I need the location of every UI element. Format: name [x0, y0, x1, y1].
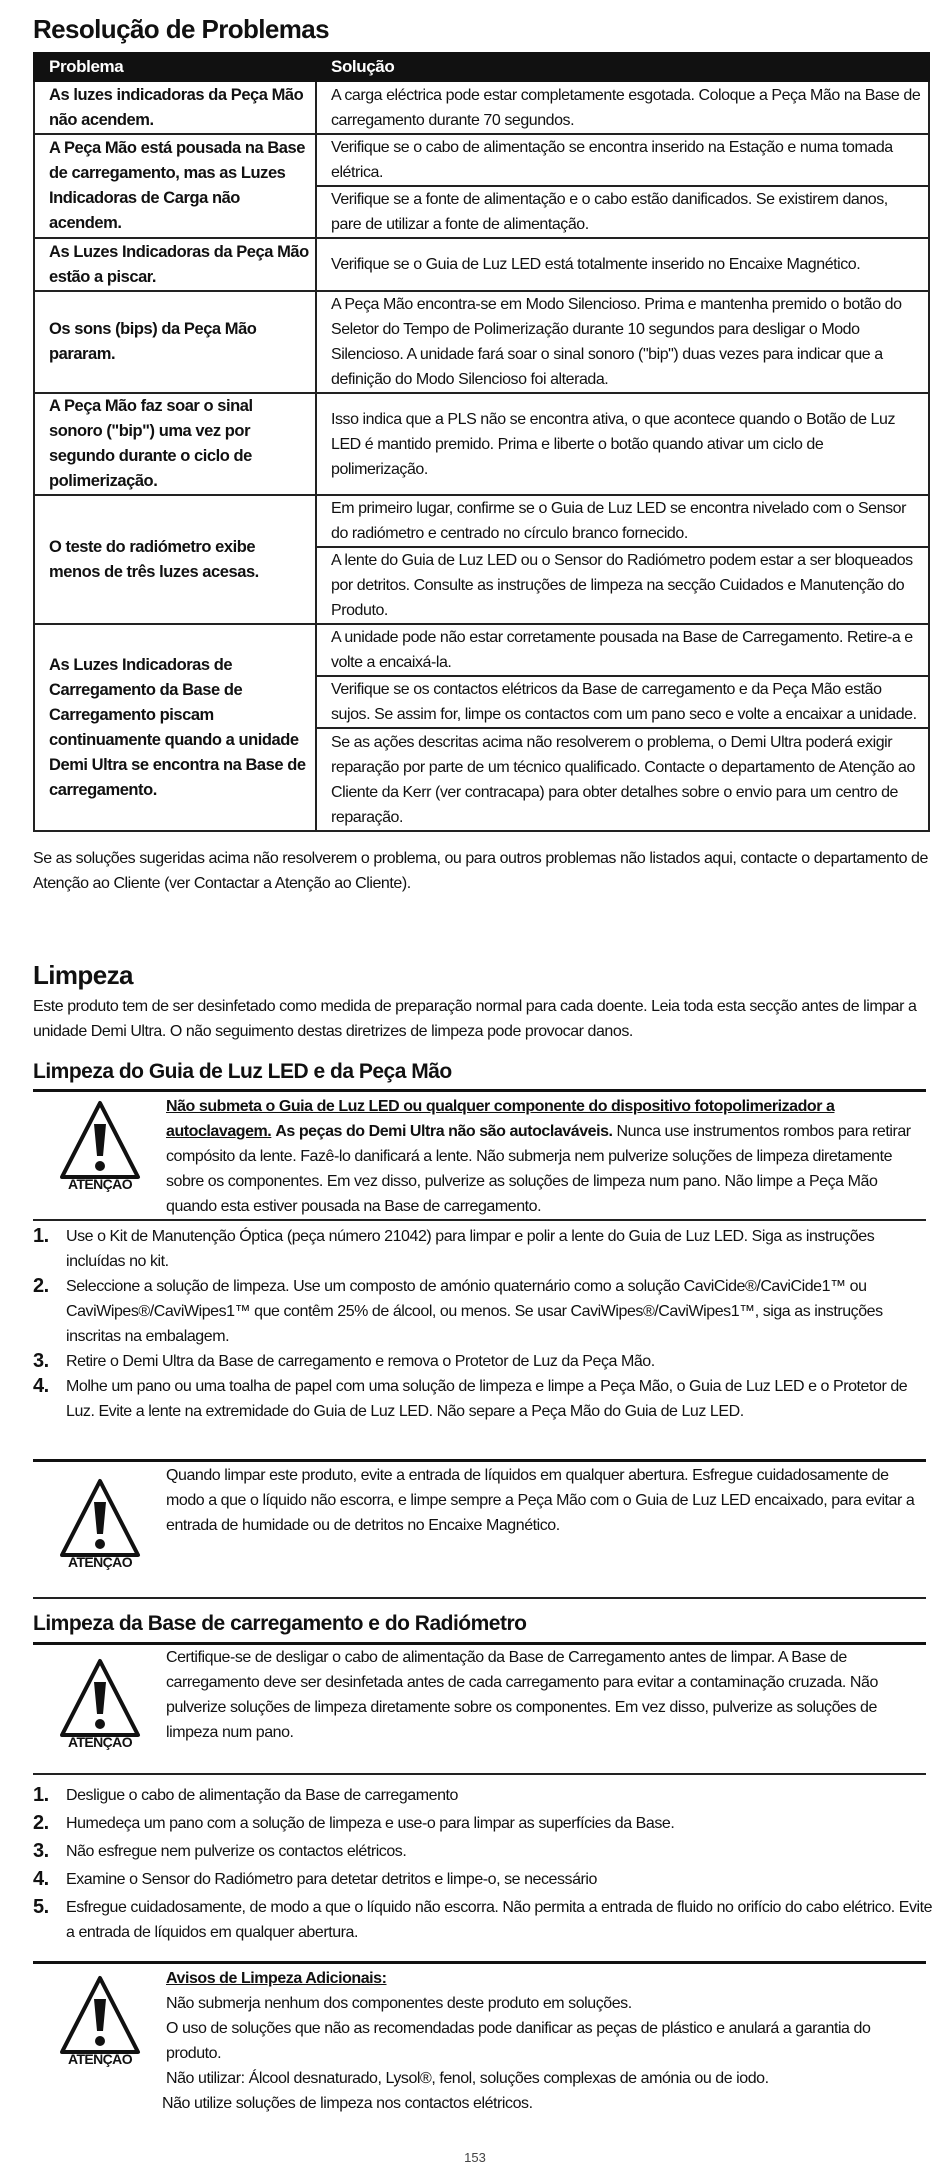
- step-number: 3.: [33, 1840, 49, 1862]
- warning-block: [40, 1478, 160, 1570]
- warning-label: ATENÇÃO: [68, 1176, 132, 1192]
- lightguide-steps: [33, 1224, 933, 1424]
- table-row: [34, 134, 929, 186]
- step-number: 2.: [33, 1812, 49, 1834]
- list-item: [33, 1274, 933, 1349]
- step-number: 2.: [33, 1275, 49, 1297]
- list-item: [33, 1224, 933, 1274]
- table-row: [34, 393, 929, 495]
- section-rule: [33, 1597, 926, 1599]
- troubleshooting-table: [33, 52, 930, 832]
- warning-triangle-icon: [59, 1100, 141, 1180]
- warning-label: ATENÇÃO: [68, 1734, 132, 1750]
- step-text: Humedeça um pano com a solução de limpeza e use-o para limpar as superfícies da Base.: [66, 1815, 675, 1832]
- warning-text: Certifique-se de desligar o cabo de alimentação da Base de Carregamento antes de limpar. A Base de carregamento deve ser desinfetada antes de cada carregamento para evitar a contaminação cruzada. Não pulverize soluções de limpeza diretamente sobre os componentes. Em vez disso, pulverize as soluções de limpeza num pano.: [166, 1649, 878, 1741]
- problem-cell: A Peça Mão faz soar o sinal sonoro ("bip") uma vez por segundo durante o ciclo de polimerização.: [34, 393, 316, 495]
- problem-cell: Os sons (bips) da Peça Mão pararam.: [34, 291, 316, 393]
- table-row: [34, 238, 929, 291]
- warning-block: [40, 1100, 160, 1192]
- list-item: [33, 1867, 933, 1892]
- step-number: 5.: [33, 1896, 49, 1918]
- solution-cell: Verifique se o cabo de alimentação se encontra inserido na Estação e numa tomada elétrica.: [316, 134, 929, 186]
- list-item: [33, 1374, 933, 1424]
- solution-cell: Verifique se o Guia de Luz LED está totalmente inserido no Encaixe Magnético.: [316, 238, 929, 291]
- section-rule: [33, 1961, 926, 1964]
- problem-cell: As luzes indicadoras da Peça Mão não acendem.: [34, 81, 316, 134]
- list-item: [33, 1349, 933, 1374]
- table-row: [34, 624, 929, 676]
- header-solution: Solução: [316, 53, 929, 81]
- list-item: [33, 1839, 933, 1864]
- additional-line: O uso de soluções que não as recomendadas pode danificar as peças de plástico e anulará a garantia do produto.: [166, 2020, 871, 2062]
- cleaning-title: Limpeza: [33, 960, 133, 990]
- warning-triangle-icon: [59, 1478, 141, 1558]
- step-number: 3.: [33, 1350, 49, 1372]
- warning-rest: Nunca use instrumentos rombos para retirar compósito da lente. Fazê-lo danificará a lente. Não submerja nem pulverize soluções de limpeza diretamente sobre os componentes. Em vez disso, pulverize as soluções de limpeza num pano. Não limpe a Peça Mão quando esta estiver pousada na Base de carregamento.: [166, 1123, 911, 1215]
- step-text: Retire o Demi Ultra da Base de carregamento e remova o Protetor de Luz da Peça Mão.: [66, 1353, 655, 1370]
- step-number: 1.: [33, 1784, 49, 1806]
- warning-block: [40, 1975, 160, 2067]
- step-text: Não esfregue nem pulverize os contactos elétricos.: [66, 1843, 407, 1860]
- warning-underlined: Não submeta o Guia de Luz LED ou qualquer componente do dispositivo fotopolimerizador a autoclavagem.: [166, 1098, 835, 1140]
- solution-cell: Em primeiro lugar, confirme se o Guia de Luz LED se encontra nivelado com o Sensor do radiómetro e centrado no círculo branco fornecido.: [316, 495, 929, 547]
- table-header-row: [34, 53, 929, 81]
- problem-cell: A Peça Mão está pousada na Base de carregamento, mas as Luzes Indicadoras de Carga não acendem.: [34, 134, 316, 238]
- list-item: [33, 1895, 933, 1945]
- problem-cell: As Luzes Indicadoras de Carregamento da Base de Carregamento piscam continuamente quando a unidade Demi Ultra se encontra na Base de carregamento.: [34, 624, 316, 831]
- table-row: [34, 291, 929, 393]
- solution-cell: Se as ações descritas acima não resolverem o problema, o Demi Ultra poderá exigir reparação por parte de um técnico qualificado. Contacte o departamento de Atenção ao Cliente da Kerr (ver contracapa) para obter detalhes sobre o envio para um centro de reparação.: [316, 728, 929, 831]
- additional-line: Não utilizar: Álcool desnaturado, Lysol®, fenol, soluções complexas de amónia ou de iodo.: [166, 2070, 769, 2087]
- warning-label: ATENÇÃO: [68, 1554, 132, 1570]
- page-number: 153: [464, 2150, 486, 2165]
- section-rule: [33, 1773, 926, 1775]
- lightguide-title: Limpeza do Guia de Luz LED e da Peça Mão: [33, 1060, 452, 1083]
- additional-line: Não submerja nenhum dos componentes deste produto em soluções.: [166, 1995, 632, 2012]
- base-steps: [33, 1783, 933, 1945]
- warning-triangle-icon: [59, 1975, 141, 2055]
- step-number: 4.: [33, 1375, 49, 1397]
- step-number: 4.: [33, 1868, 49, 1890]
- header-problem: Problema: [34, 53, 316, 81]
- table-row: [34, 495, 929, 547]
- warning-triangle-icon: [59, 1658, 141, 1738]
- solution-cell: A lente do Guia de Luz LED ou o Sensor do Radiómetro podem estar a ser bloqueados por detritos. Consulte as instruções de limpeza na secção Cuidados e Manutenção do Produto.: [316, 547, 929, 624]
- problem-cell: O teste do radiómetro exibe menos de três luzes acesas.: [34, 495, 316, 624]
- solution-cell: A Peça Mão encontra-se em Modo Silencioso. Prima e mantenha premido o botão do Seletor do Tempo de Polimerização durante 10 segundos para desligar o Modo Silencioso. A unidade fará soar o sinal sonoro ("bip") duas vezes para indicar que a definição do Modo Silencioso foi alterada.: [316, 291, 929, 393]
- troubleshooting-note: Se as soluções sugeridas acima não resolverem o problema, ou para outros problemas não listados aqui, contacte o departamento de Atenção ao Cliente (ver Contactar a Atenção ao Cliente).: [33, 850, 928, 892]
- base-title: Limpeza da Base de carregamento e do Radiómetro: [33, 1612, 527, 1635]
- warning-text: Quando limpar este produto, evite a entrada de líquidos em qualquer abertura. Esfregue cuidadosamente de modo a que o líquido não escorra, e limpe sempre a Peça Mão com o Guia de Luz LED encaixado, para evitar a entrada de humidade ou de detritos no Encaixe Magnético.: [166, 1467, 915, 1534]
- list-item: [33, 1811, 933, 1836]
- warning-text: [166, 1094, 926, 1219]
- warning-label: ATENÇÃO: [68, 2051, 132, 2067]
- problem-cell: As Luzes Indicadoras da Peça Mão estão a piscar.: [34, 238, 316, 291]
- additional-warnings: [162, 1966, 926, 2116]
- solution-cell: A carga eléctrica pode estar completamente esgotada. Coloque a Peça Mão na Base de carregamento durante 70 segundos.: [316, 81, 929, 134]
- step-text: Examine o Sensor do Radiómetro para detetar detritos e limpe-o, se necessário: [66, 1871, 597, 1888]
- warning-block: [40, 1658, 160, 1750]
- list-item: [33, 1783, 933, 1808]
- step-text: Desligue o cabo de alimentação da Base de carregamento: [66, 1787, 458, 1804]
- table-row: [34, 81, 929, 134]
- additional-line: Não utilize soluções de limpeza nos contactos elétricos.: [162, 2095, 533, 2112]
- step-text: Molhe um pano ou uma toalha de papel com uma solução de limpeza e limpe a Peça Mão, o Guia de Luz LED e o Protetor de Luz. Evite a lente na extremidade do Guia de Luz LED. Não separe a Peça Mão do Guia de Luz LED.: [66, 1378, 908, 1420]
- solution-cell: Isso indica que a PLS não se encontra ativa, o que acontece quando o Botão de Luz LED é mantido premido. Prima e liberte o botão quando ativar um ciclo de polimerização.: [316, 393, 929, 495]
- section-rule: [33, 1459, 926, 1462]
- step-number: 1.: [33, 1225, 49, 1247]
- solution-cell: A unidade pode não estar corretamente pousada na Base de Carregamento. Retire-a e volte a encaixá-la.: [316, 624, 929, 676]
- step-text: Esfregue cuidadosamente, de modo a que o líquido não escorra. Não permita a entrada de fluido no orifício do cabo elétrico. Evite a entrada de líquidos em qualquer abertura.: [66, 1899, 933, 1941]
- section-rule: [33, 1219, 926, 1221]
- step-text: Seleccione a solução de limpeza. Use um composto de amónio quaternário como a solução CaviCide®/CaviCide1™ ou CaviWipes®/CaviWipes1™ que contêm 25% de álcool, ou menos. Se usar CaviWipes®/CaviWipes1™, siga as instruções inscritas na embalagem.: [66, 1278, 883, 1345]
- troubleshooting-title: Resolução de Problemas: [33, 14, 330, 44]
- solution-cell: Verifique se a fonte de alimentação e o cabo estão danificados. Se existirem danos, pare de utilizar a fonte de alimentação.: [316, 186, 929, 238]
- warning-bold: As peças do Demi Ultra não são autoclaváveis.: [275, 1123, 613, 1140]
- additional-title: Avisos de Limpeza Adicionais:: [166, 1970, 387, 1987]
- cleaning-intro: Este produto tem de ser desinfetado como medida de preparação normal para cada doente. Leia toda esta secção antes de limpar a unidade Demi Ultra. O não seguimento destas diretrizes de limpeza pode provocar danos.: [33, 998, 917, 1040]
- solution-cell: Verifique se os contactos elétricos da Base de carregamento e da Peça Mão estão sujos. Se assim for, limpe os contactos com um pano seco e volte a encaixar a unidade.: [316, 676, 929, 728]
- section-rule: [33, 1089, 926, 1092]
- step-text: Use o Kit de Manutenção Óptica (peça número 21042) para limpar e polir a lente do Guia de Luz LED. Siga as instruções incluídas no kit.: [66, 1228, 875, 1270]
